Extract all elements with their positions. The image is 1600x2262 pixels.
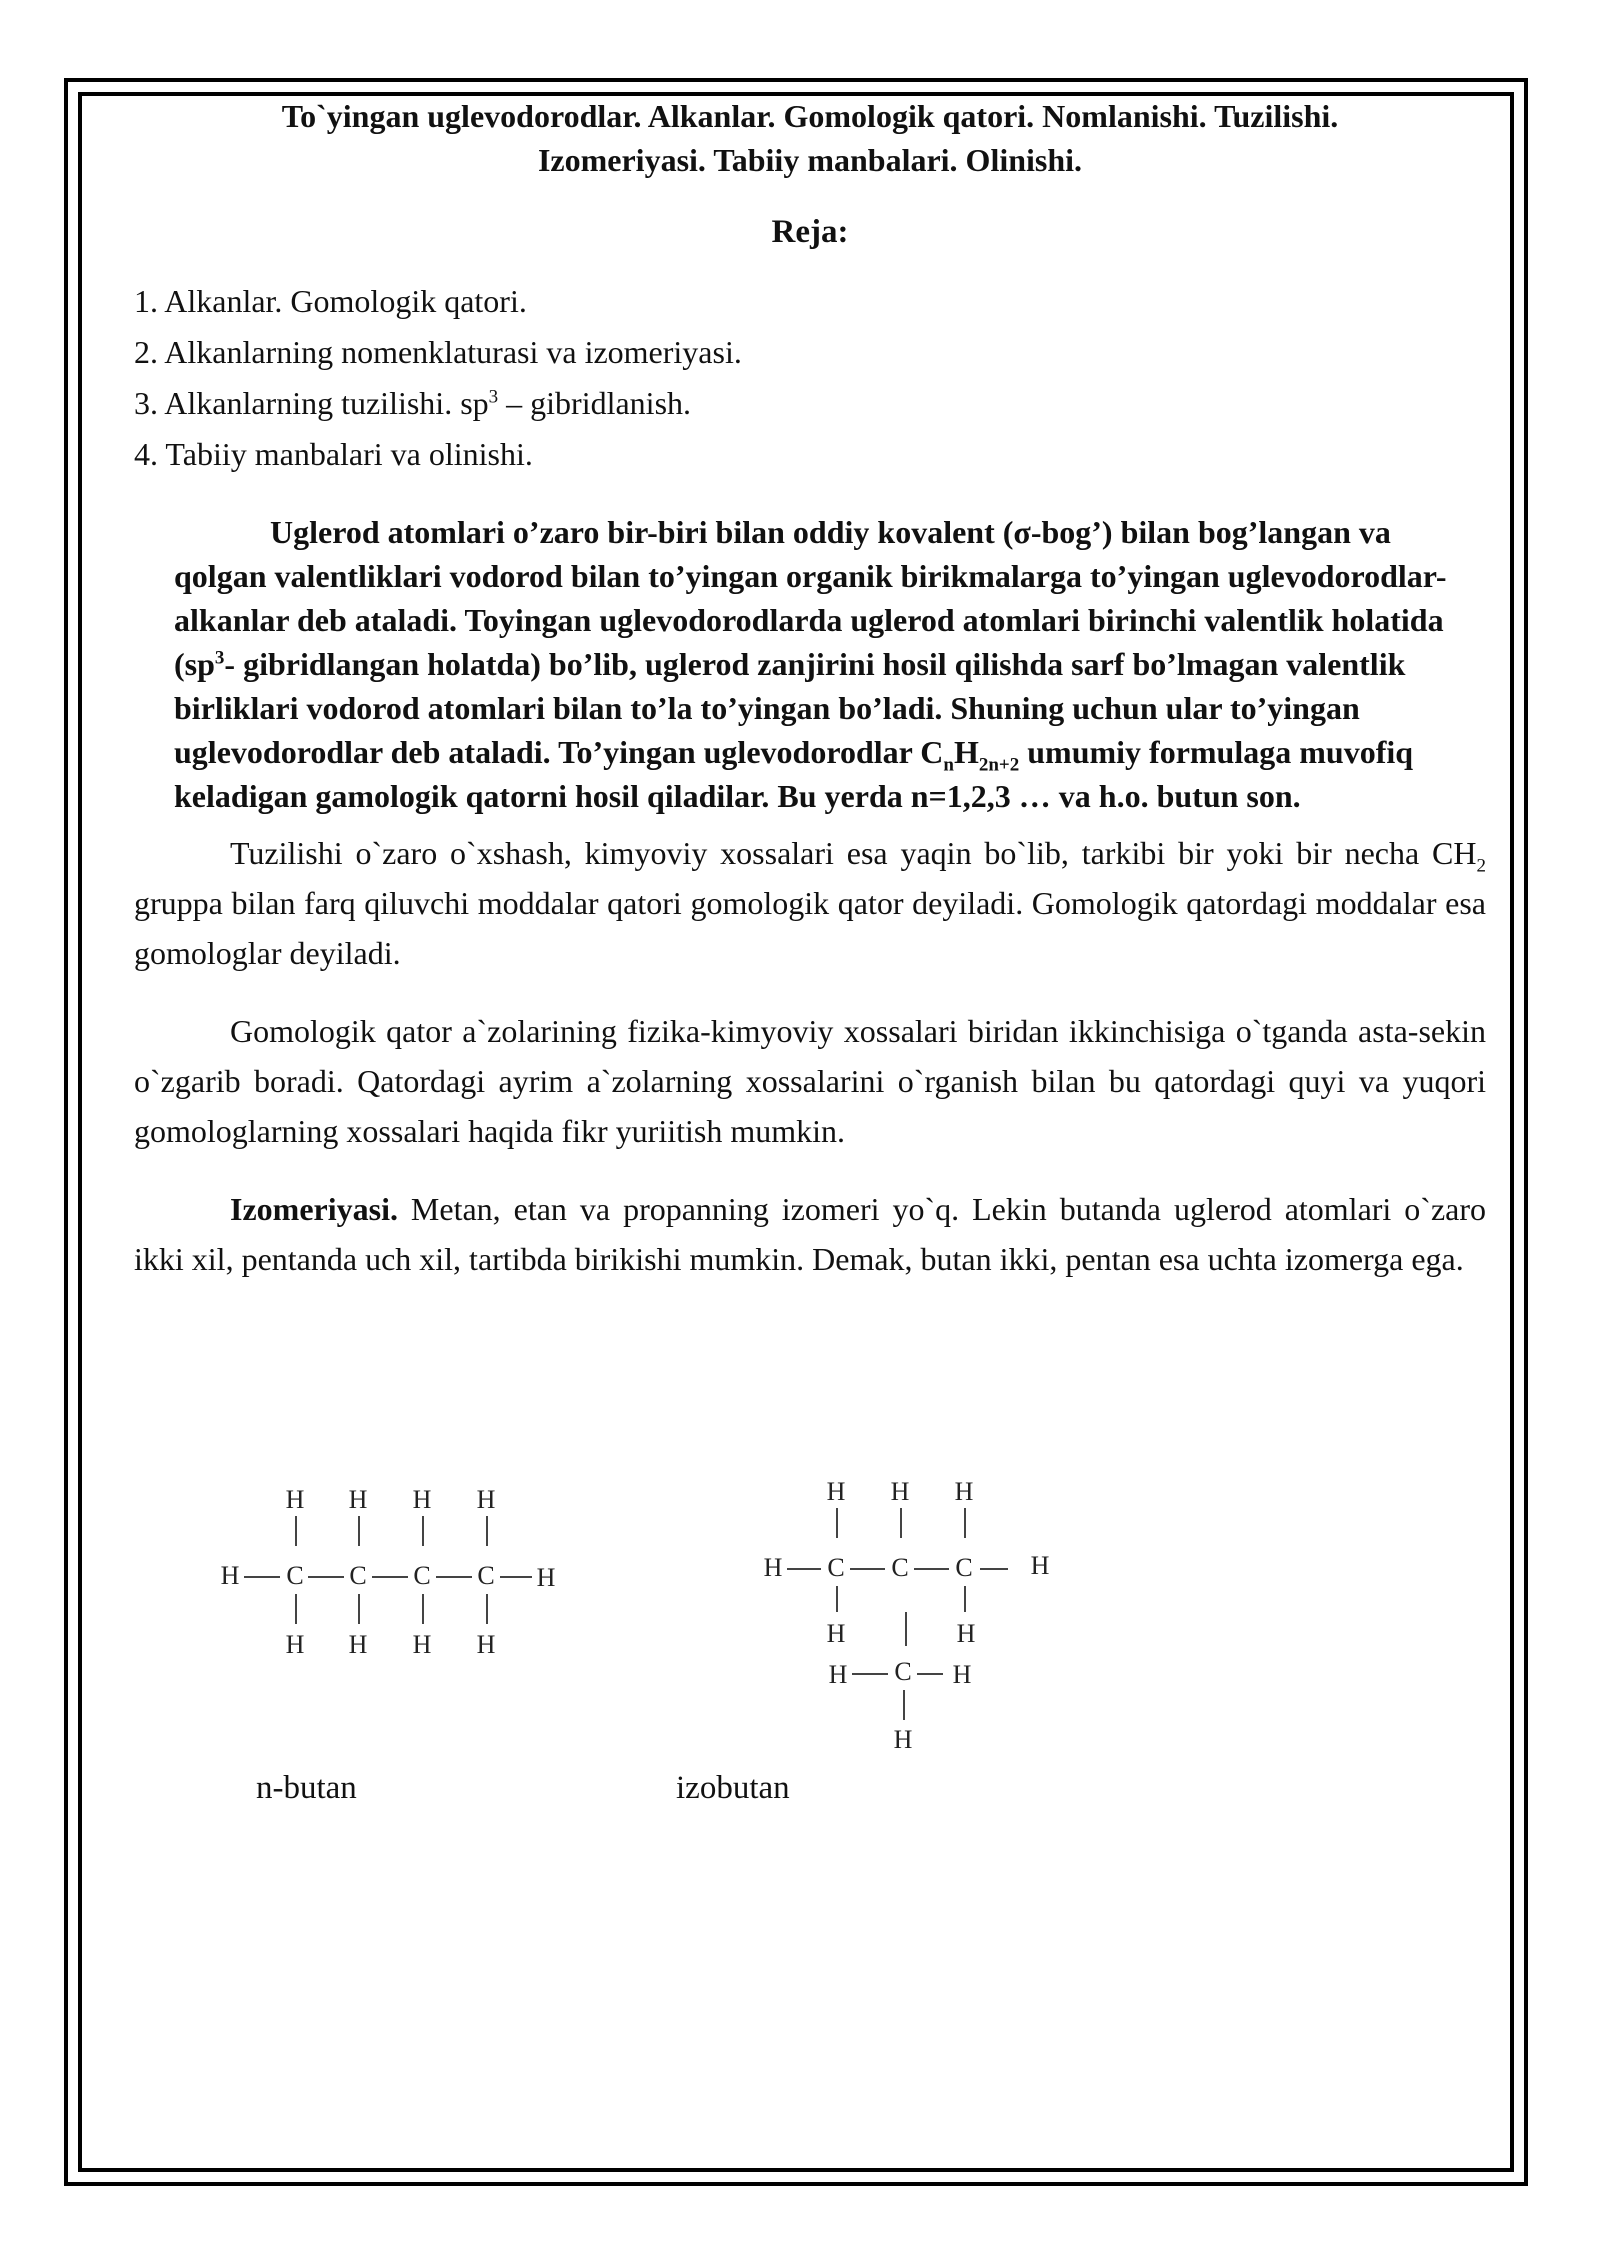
formula-sub-n: n [943,754,954,776]
isobutane-c-3: C [955,1553,973,1582]
n-butane-h-top-1: H [285,1485,305,1514]
n-butane-h-top-4: H [476,1485,496,1514]
isobutane-h-top-2: H [890,1477,910,1506]
isobutane-caption: izobutan [676,1770,790,1806]
n-butane-caption: n-butan [256,1770,357,1806]
definition-sup: 3 [214,647,225,669]
isobutane-h-left: H [763,1553,783,1582]
isobutane-h-c4-left: H [828,1660,848,1689]
plan-item-4: 4. Tabiiy manbalari va olinishi. [134,436,533,472]
plan-item-2: 2. Alkanlarning nomenklaturasi va izomeriyasi. [134,334,742,370]
isobutane-h-right: H [1030,1551,1050,1580]
n-butane-h-top-2: H [348,1485,368,1514]
definition-part-1: Uglerod atomlari o’zaro bir-biri bilan oddiy kovalent (σ-bog’) bilan bog’langan va qolgan valentliklari vodorod bilan to’yingan organik birikmalarga to’yingan uglevodorodlar- alkanlar deb ataladi. Toyingan uglevodorodlarda uglerod atomlari birinchi valentlik holatida (sp [174,514,1447,682]
plan-item-3-tail: – gibridlanish. [498,385,692,421]
definition-paragraph [174,510,1474,818]
title-line-1: To`yingan uglevodorodlar. Alkanlar. Gomologik qatori. Nomlanishi. Tuzilishi. [281,98,1339,134]
definition-part-2: - gibridlangan holatda) bo’lib, uglerod zanjirini hosil qilishda sarf bo’lmagan valentlik birliklari vodorod atomlari bilan to’la to’yingan bo’ladi. Shuning uchun ular to’yingan uglevodorodlar deb ataladi. To’yingan uglevodorodlar C [174,646,1406,770]
formula-sub-2n2: 2n+2 [978,754,1020,776]
n-butane-h-top-3: H [412,1485,432,1514]
isobutane-c-1: C [827,1553,845,1582]
definition-part-3: umumiy formulaga muvofiq keladigan gamologik qatorni hosil qiladilar. Bu yerda n=1,2,3 … va h.o. butun son. [174,734,1414,814]
isobutane-c-2: C [891,1553,909,1582]
isobutane-h-top-3: H [954,1477,974,1506]
title-line-2: Izomeriyasi. Tabiiy manbalari. Olinishi. [537,142,1083,178]
isomerism-heading: Izomeriyasi. [230,1191,398,1227]
paragraph-homologous-a: Tuzilishi o`zaro o`xshash, kimyoviy xossalari esa yaqin bo`lib, tarkibi bir yoki bir necha CH [230,835,1477,871]
n-butane-c-1: C [286,1561,304,1590]
paragraph-isomerism [134,1184,1486,1284]
plan-heading: Reja: [771,214,849,250]
n-butane-h-bottom-2: H [348,1630,368,1659]
paragraph-homologous [134,828,1486,978]
n-butane-h-bottom-1: H [285,1630,305,1659]
paragraph-homologous-b: gruppa bilan farq qiluvchi moddalar qatori gomologik qator deyiladi. Gomologik qatordagi moddalar esa gomologlar deyiladi. [134,885,1486,971]
isobutane-h-top-1: H [826,1477,846,1506]
n-butane-c-4: C [477,1561,495,1590]
n-butane-h-bottom-3: H [412,1630,432,1659]
plan-item-3 [134,378,1486,429]
n-butane-h-left: H [220,1561,240,1590]
n-butane-h-bottom-4: H [476,1630,496,1659]
document-body [134,92,1486,1284]
ch2-sub: 2 [1476,855,1486,877]
isobutane-h-c4-right: H [952,1660,972,1689]
plan-item-3-text: 3. Alkanlarning tuzilishi. sp [134,385,489,421]
formula-h: H [953,734,979,770]
isobutane-h-mid-2: H [956,1619,976,1648]
isomerism-text: Metan, etan va propanning izomeri yo`q. Lekin butanda uglerod atomlari o`zaro ikki xil, pentanda uch xil, tartibda birikishi mumkin. Demak, butan ikki, pentan esa uchta izomerga ega. [134,1191,1486,1277]
n-butane-c-2: C [349,1561,367,1590]
isobutane-h-mid-1: H [826,1619,846,1648]
plan-item-3-sup: 3 [488,386,499,408]
paragraph-properties: Gomologik qator a`zolarining fizika-kimyoviy xossalari biridan ikkinchisiga o`tganda asta-sekin o`zgarib boradi. Qatordagi ayrim a`zolarning xossalarini o`rganish bilan bu qatordagi quyi va yuqori gomologlarning xossalari haqida fikr yuriitish mumkin. [134,1013,1486,1149]
document-title [134,92,1486,182]
n-butane-h-right: H [536,1563,556,1592]
n-butane-c-3: C [413,1561,431,1590]
plan-item-1: 1. Alkanlar. Gomologik qatori. [134,283,527,319]
plan-list [134,276,1486,480]
isobutane-c-4: C [894,1657,912,1686]
isobutane-h-bottom: H [893,1725,913,1754]
